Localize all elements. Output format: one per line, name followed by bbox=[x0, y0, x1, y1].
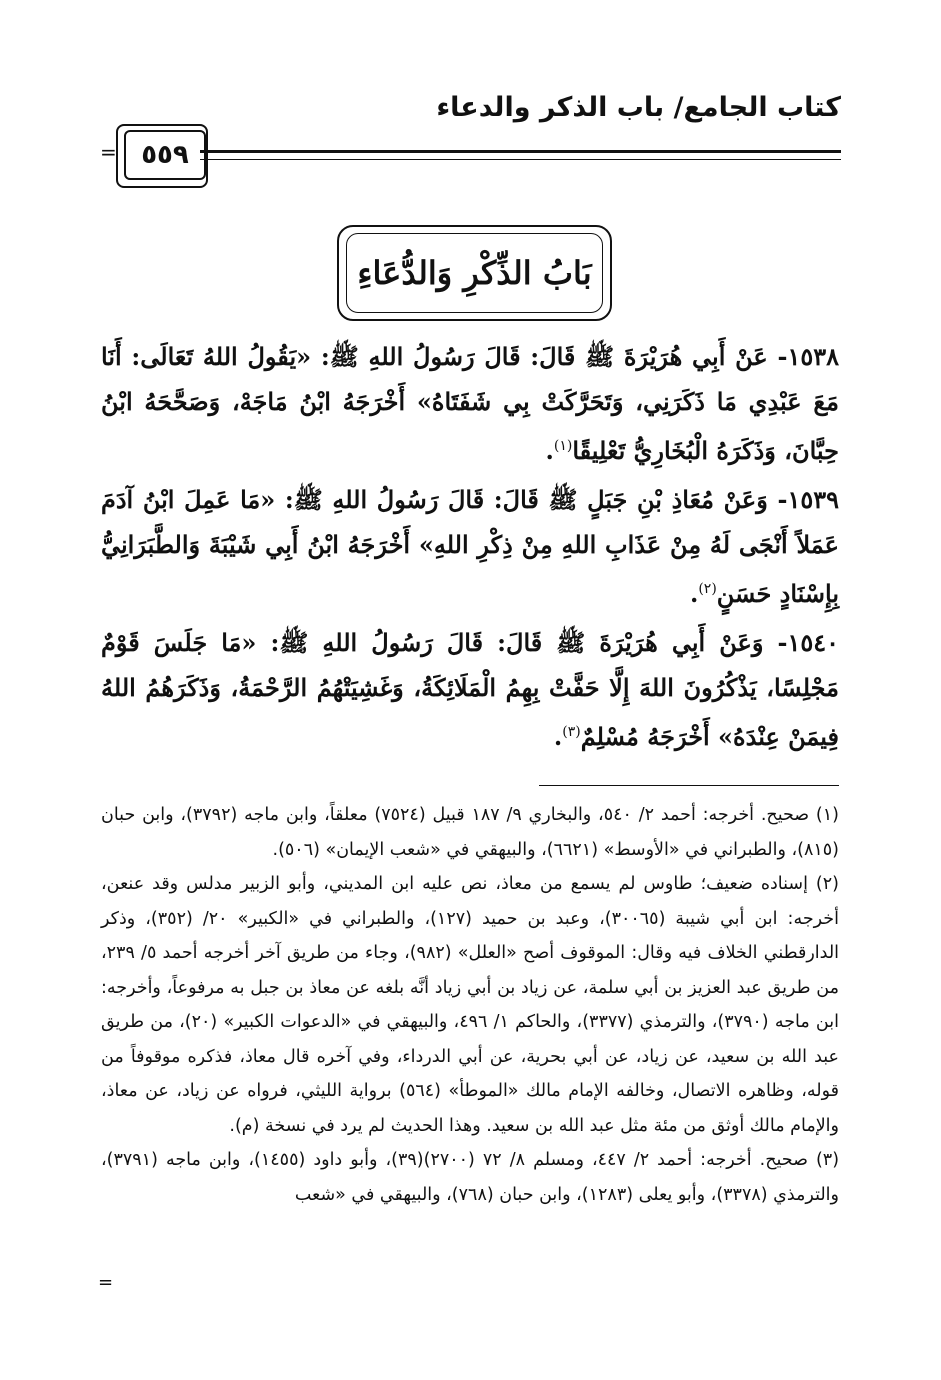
footnote-3: (٣) صحيح. أخرجه: أحمد ٢/ ٤٤٧، ومسلم ٨/ ٧٢ (٢٧٠٠)(٣٩)، وأبو داود (١٤٥٥)، وابن ماجه (٣٧٩١)، والترمذي (٣٣٧٨)، وأبو يعلى (١٢٨٣)، وابن حبان (٧٦٨)، والبيهقي في «شعب bbox=[101, 1150, 840, 1205]
footnote-1: (١) صحيح. أخرجه: أحمد ٢/ ٥٤٠، والبخاري ٩/ ١٨٧ قبيل (٧٥٢٤) معلقاً، وابن ماجه (٣٧٩٢)، وابن حبان (٨١٥)، والطبراني في «الأوسط» (٦٦٢١)، والبيهقي في «شعب الإيمان» (٥٠٦). bbox=[101, 805, 839, 860]
page-number-ornament: = bbox=[100, 140, 117, 164]
hadith-body bbox=[101, 334, 839, 763]
continuation-mark: = bbox=[98, 1272, 114, 1293]
hadith-1540: ١٥٤٠- وَعَنْ أَبِي هُرَيْرَةَ ﷺ قَالَ: قَالَ رَسُولُ اللهِ ﷺ: «مَا جَلَسَ قَوْمٌ مَجْلِسًا، يَذْكُرُونَ اللهَ إِلَّا حَفَّتْ بِهِمُ الْمَلَائِكَةُ، وَغَشِيَتْهُمُ الرَّحْمَةُ، وَذَكَرَهُمُ اللهُ فِيمَنْ عِنْدَهُ» أَخْرَجَهُ مُسْلِمٌ$^{(٣)}$. bbox=[101, 628, 839, 751]
hadith-1539: ١٥٣٩- وَعَنْ مُعَاذِ بْنِ جَبَلٍ ﷺ قَالَ: قَالَ رَسُولُ اللهِ ﷺ: «مَا عَمِلَ ابْنُ آدَمَ عَمَلاً أَنْجَى لَهُ مِنْ عَذَابِ اللهِ مِنْ ذِكْرِ اللهِ» أَخْرَجَهُ ابْنُ أَبِي شَيْبَةَ وَالطَّبَرَانِيُّ بِإِسْنَادٍ حَسَنٍ$^{(٢)}$. bbox=[101, 485, 839, 608]
footnote-2: (٢) إسناده ضعيف؛ طاوس لم يسمع من معاذ، نص عليه ابن المديني، وأبو الزبير مدلس وقد عنعن، أخرجه: ابن أبي شيبة (٣٠٠٦٥)، وعبد بن حميد (١٢٧)، والطبراني في «الكبير» ٢٠/ (٣٥٢)، وذكر الدارقطني الخلاف فيه وقال: الموقوف أصح «العلل» (٩٨٢)، وجاء من طريق آخر أخرجه أحمد ٥/ ٢٣٩، من طريق عبد العزيز بن أبي سلمة، عن زياد بن أبي زياد أنَّه بلغه عن معاذ بن جبل به مرفوعاً، وأخرجه: ابن ماجه (٣٧٩٠)، والترمذي (٣٣٧٧)، والحاكم ١/ ٤٩٦، والبيهقي في «الدعوات الكبير» (٢٠)، من طريق عبد الله بن سعيد، عن زياد، عن أبي بحرية، عن أبي الدرداء، وفي آخره قال معاذ، فذكره موقوفاً من قوله، وظاهره الاتصال، وخالفه الإمام مالك «الموطأ» (٥٦٤) برواية الليثي، فرواه عن زياد، عن معاذ، والإمام مالك أوثق من مئة مثل عبد الله بن سعيد. وهذا الحديث لم يرد في نسخة (م). bbox=[101, 874, 840, 1136]
footnote-ref: (٣) bbox=[562, 724, 581, 740]
hadith-text: ١٥٣٨- عَنْ أَبِي هُرَيْرَةَ ﷺ قَالَ: قَالَ رَسُولُ اللهِ ﷺ: «يَقُولُ اللهُ تَعَالَى: أَنَا مَعَ عَبْدِي مَا ذَكَرَنِي، وَتَحَرَّكَتْ بِي شَفَتَاهُ» أَخْرَجَهُ ابْنُ مَاجَهْ، وَصَحَّحَهُ ابْنُ حِبَّانَ، وَذَكَرَهُ الْبُخَارِيُّ تَعْلِيقًا bbox=[101, 342, 840, 465]
footnote-separator bbox=[539, 785, 839, 786]
book-header-title: كتاب الجامع/ باب الذكر والدعاء bbox=[436, 92, 841, 123]
page-number: ٥٥٩ bbox=[124, 130, 206, 180]
header-rule bbox=[200, 150, 841, 160]
footnote-ref: (١) bbox=[553, 438, 573, 454]
hadith-text: ١٥٣٩- وَعَنْ مُعَاذِ بْنِ جَبَلٍ ﷺ قَالَ: قَالَ رَسُولُ اللهِ ﷺ: «مَا عَمِلَ ابْنُ آدَمَ عَمَلاً أَنْجَى لَهُ مِنْ عَذَابِ اللهِ مِنْ ذِكْرِ اللهِ» أَخْرَجَهُ ابْنُ أَبِي شَيْبَةَ وَالطَّبَرَانِيُّ بِإِسْنَادٍ حَسَنٍ bbox=[101, 485, 839, 608]
chapter-title: بَابُ الذِّكْرِ وَالدُّعَاءِ bbox=[346, 233, 603, 313]
footnotes bbox=[101, 798, 839, 1212]
hadith-text: ١٥٤٠- وَعَنْ أَبِي هُرَيْرَةَ ﷺ قَالَ: قَالَ رَسُولُ اللهِ ﷺ: «مَا جَلَسَ قَوْمٌ مَجْلِسًا، يَذْكُرُونَ اللهَ إِلَّا حَفَّتْ بِهِمُ الْمَلَائِكَةُ، وَغَشِيَتْهُمُ الرَّحْمَةُ، وَذَكَرَهُمُ اللهُ فِيمَنْ عِنْدَهُ» أَخْرَجَهُ مُسْلِمٌ bbox=[101, 628, 839, 751]
footnote-ref: (٢) bbox=[698, 581, 717, 597]
hadith-1538: ١٥٣٨- عَنْ أَبِي هُرَيْرَةَ ﷺ قَالَ: قَالَ رَسُولُ اللهِ ﷺ: «يَقُولُ اللهُ تَعَالَى: أَنَا مَعَ عَبْدِي مَا ذَكَرَنِي، وَتَحَرَّكَتْ بِي شَفَتَاهُ» أَخْرَجَهُ ابْنُ مَاجَهْ، وَصَحَّحَهُ ابْنُ حِبَّانَ، وَذَكَرَهُ الْبُخَارِيُّ تَعْلِيقًا$^{(١)}$. bbox=[101, 342, 840, 465]
